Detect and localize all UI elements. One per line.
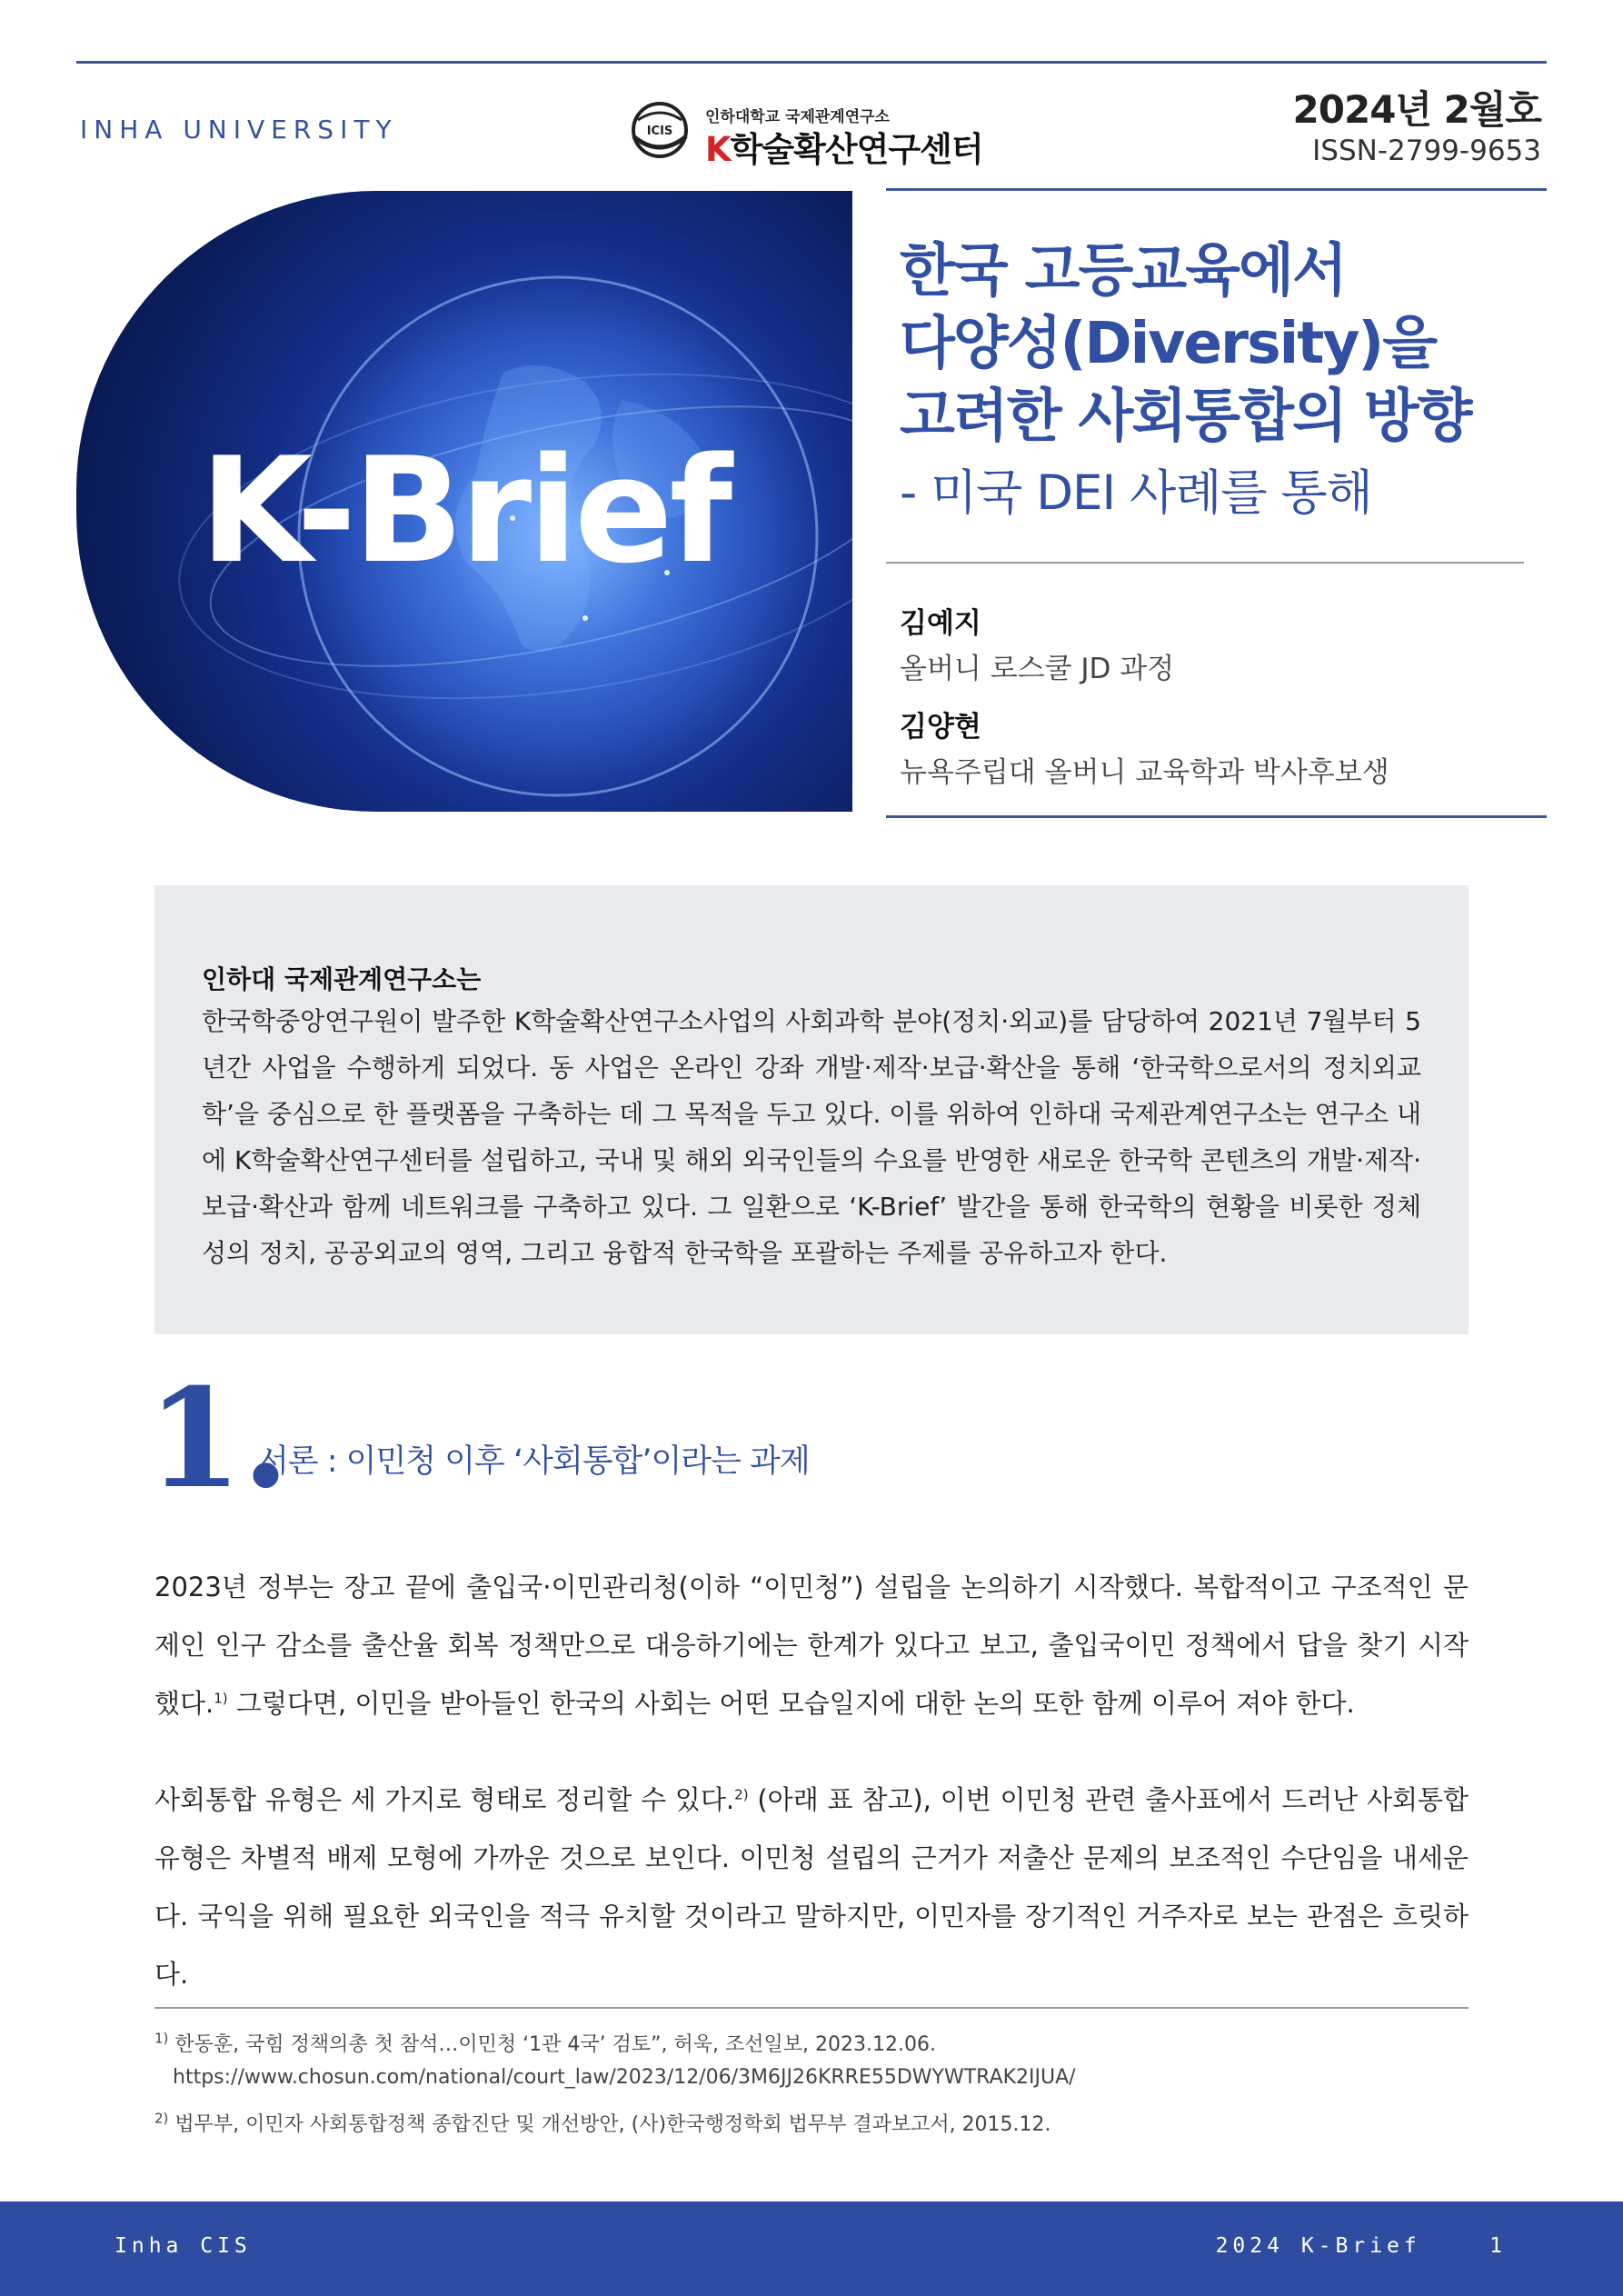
paragraph-text: (아래 표 참고), 이번 이민청 관련 출사표에서 드러난 사회통합 유형은 차별적 배제 모형에 가까운 것으로 보인다. 이민청 설립의 근거가 저출산 문제의 보조적인 수단임을 내세운다. 국익을 위해 필요한 외국인을 적극 유치할 것이라고 말하지만, 이민자를 장기적인 거주자로 보는 관점은 흐릿하다. xyxy=(154,1784,1469,1990)
article-title xyxy=(900,235,1554,453)
university-name: INHA UNIVERSITY xyxy=(80,115,398,145)
paragraph-text: 사회통합 유형은 세 가지로 형태로 정리할 수 있다. xyxy=(154,1784,735,1815)
author-name: 김양현 xyxy=(900,711,981,744)
footnote-mark: 1) xyxy=(154,2030,169,2047)
title-line: 한국 고등교육에서 xyxy=(900,237,1346,304)
issue-date: 2024년 2월호 xyxy=(1292,87,1541,132)
title-divider xyxy=(886,562,1524,564)
logo-center-text: 학술확산연구센터 xyxy=(730,130,983,169)
logo-center-name xyxy=(705,122,983,171)
footer-publication: 2024 K-Brief xyxy=(1215,2234,1421,2258)
footnote-mark: 2) xyxy=(154,2110,169,2127)
section-number: 1. xyxy=(147,1359,290,1519)
logo-badge-text: ICIS xyxy=(646,125,673,138)
footnote-ref[interactable]: 1) xyxy=(214,1690,228,1707)
footnote-text: 한동훈, 국힘 정책의총 첫 참석…이민청 ‘1관 4국’ 검토”, 허욱, 조선일보, 2023.12.06. xyxy=(174,2033,936,2056)
author-name: 김예지 xyxy=(900,607,981,640)
paragraph-text: 2023년 정부는 장고 끝에 출입국·이민관리청(이하 “이민청”) 설립을 논의하기 시작했다. 복합적이고 구조적인 문제인 인구 감소를 출산율 회복 정책만으로 대응하기에는 한계가 있다고 보고, 출입국이민 정책에서 답을 찾기 시작했다. xyxy=(154,1572,1469,1719)
body-paragraph xyxy=(154,1771,1469,2003)
title-line: 다양성(Diversity)을 xyxy=(900,310,1437,376)
top-rule xyxy=(76,61,1547,64)
author-affiliation: 뉴욕주립대 올버니 교육학과 박사후보생 xyxy=(900,756,1389,789)
institute-intro-box xyxy=(154,885,1469,1334)
author-affiliation: 올버니 로스쿨 JD 과정 xyxy=(900,653,1175,685)
issn-number: ISSN-2799-9653 xyxy=(1312,135,1541,167)
footer-right xyxy=(1216,2234,1507,2258)
logo-k-letter: K xyxy=(705,130,731,169)
footnote-url[interactable]: https://www.chosun.com/national/court_law/2023/12/06/3M6JJ26KRRE55DWYWTRAK2IJUA/ xyxy=(173,2066,1076,2089)
body-paragraph xyxy=(154,1558,1469,1732)
paragraph-text: 그렇다면, 이민을 받아들인 한국의 사회는 어떤 모습일지에 대한 논의 또한 함께 이루어 져야 한다. xyxy=(235,1688,1355,1719)
center-logo xyxy=(625,98,1007,169)
footnote-divider xyxy=(154,2007,1469,2009)
footnote-ref[interactable]: 2) xyxy=(734,1786,749,1803)
logo-organization: 인하대학교 국제관계연구소 xyxy=(705,108,890,126)
intro-heading: 인하대 국제관계연구소는 xyxy=(202,964,482,994)
footnote xyxy=(154,2029,1469,2094)
title-bottom-rule xyxy=(886,815,1547,818)
hero-label: K-Brief xyxy=(199,425,730,595)
article-subtitle: - 미국 DEI 사례를 통해 xyxy=(900,465,1372,521)
title-top-rule xyxy=(886,188,1547,191)
section-title: 서론 : 이민청 이후 ‘사회통합’이라는 과제 xyxy=(258,1443,810,1480)
page-footer xyxy=(0,2201,1623,2296)
footer-publisher: Inha CIS xyxy=(115,2234,252,2258)
title-line: 고려한 사회통합의 방향 xyxy=(900,383,1471,449)
footnote-text: 법무부, 이민자 사회통합정책 종합진단 및 개선방안, (사)한국행정학회 법무부 결과보고서, 2015.12. xyxy=(174,2113,1051,2136)
hero-globe-image xyxy=(76,191,852,812)
page-number: 1 xyxy=(1489,2234,1507,2258)
globe-logo-icon xyxy=(625,100,694,160)
intro-body: 한국학중앙연구원이 발주한 K학술확산연구소사업의 사회과학 분야(정치·외교)를 담당하여 2021년 7월부터 5년간 사업을 수행하게 되었다. 동 사업은 온라인 강좌 개발·제작·보급·확산을 통해 ‘한국학으로서의 정치외교학’을 중심으로 한 플랫폼을 구축하는 데 그 목적을 두고 있다. 이를 위하여 인하대 국제관계연구소는 연구소 내에 K학술확산연구센터를 설립하고, 국내 및 해외 외국인들의 수요를 반영한 새로운 한국학 콘텐츠의 개발·제작·보급·확산과 함께 네트워크를 구축하고 있다. 그 일환으로 ‘K-Brief’ 발간을 통해 한국학의 현황을 비롯한 정체성의 정치, 공공외교의 영역, 그리고 융합적 한국학을 포괄하는 주제를 공유하고자 한다. xyxy=(202,1006,1421,1268)
footnote xyxy=(154,2109,1469,2141)
